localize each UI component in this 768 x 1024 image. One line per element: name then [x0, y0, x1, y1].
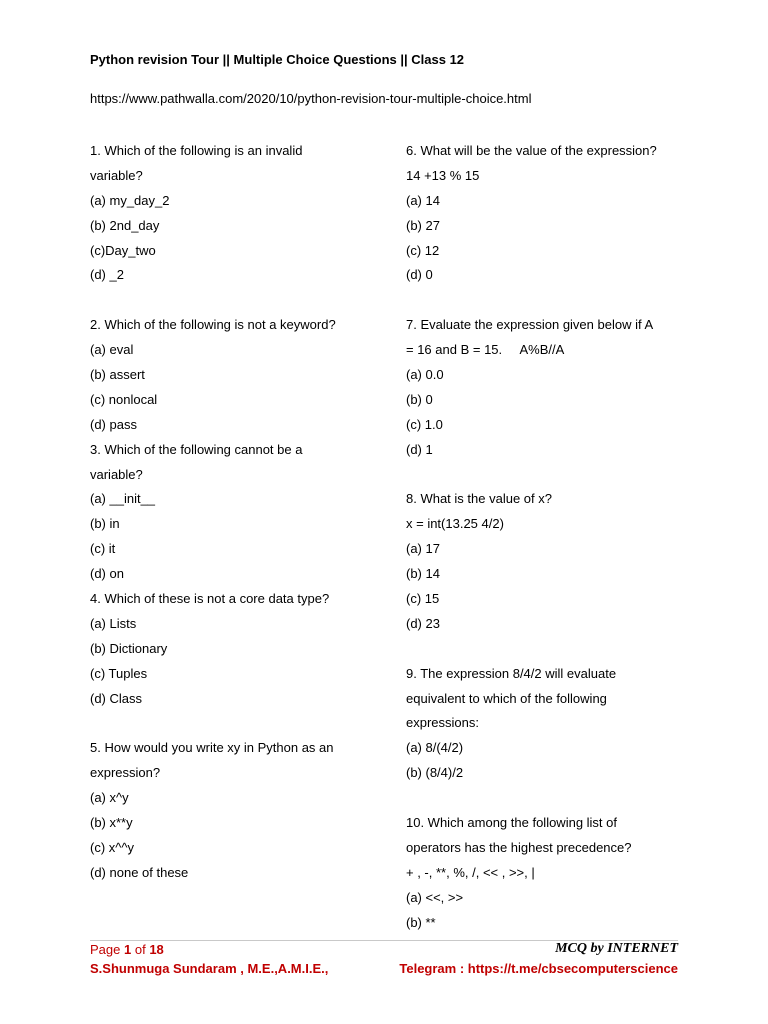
question-line: 4. Which of these is not a core data type? — [90, 591, 330, 607]
question-line: (c) 12 — [406, 242, 440, 258]
question-line: (d) 1 — [406, 441, 433, 457]
question-line: (c) 15 — [406, 591, 440, 607]
source-url[interactable]: https://www.pathwalla.com/2020/10/python-revision-tour-multiple-choice.html — [90, 91, 532, 106]
author-credit: S.Shunmuga Sundaram , M.E.,A.M.I.E., — [90, 961, 329, 976]
page-current: 1 — [124, 942, 132, 957]
question-line: (c) 1.0 — [406, 416, 443, 432]
question-line: (b) 27 — [406, 217, 440, 233]
question-line: (d) _2 — [90, 267, 124, 283]
question-line: 10. Which among the following list of — [406, 815, 617, 831]
page-total: 18 — [149, 942, 164, 957]
question-line: 3. Which of the following cannot be a — [90, 441, 303, 457]
question-line: (b) Dictionary — [90, 640, 168, 656]
question-line: (a) __init__ — [90, 491, 156, 507]
question-line: 14 +13 % 15 — [406, 167, 480, 183]
question-line: variable? — [90, 167, 143, 183]
question-line: expression? — [90, 765, 161, 781]
telegram-link[interactable]: Telegram : https://t.me/cbsecomputerscience — [399, 961, 678, 976]
question-line: 6. What will be the value of the expression? — [406, 143, 657, 158]
question-line: (a) Lists — [90, 615, 137, 631]
question-line: (b) in — [90, 516, 120, 532]
question-line: (a) 0.0 — [406, 367, 444, 383]
question-line: + , -, **, %, /, << , >>, | — [406, 864, 535, 880]
question-line: (b) assert — [90, 367, 145, 383]
question-line: 5. How would you write xy in Python as an — [90, 740, 334, 756]
question-line — [406, 639, 696, 664]
right-question-column — [406, 141, 696, 938]
question-line — [90, 713, 390, 738]
question-line: (c)Day_two — [90, 242, 156, 258]
document-title: Python revision Tour || Multiple Choice Questions || Class 12 — [90, 52, 465, 67]
question-line: (b) 2nd_day — [90, 217, 160, 233]
question-line — [90, 290, 390, 315]
question-line: (c) it — [90, 541, 116, 557]
question-line — [406, 290, 696, 315]
question-line: (a) <<, >> — [406, 889, 464, 905]
question-line: (b) (8/4)/2 — [406, 765, 464, 781]
question-line: x = int(13.25 4/2) — [406, 516, 504, 532]
question-line: 9. The expression 8/4/2 will evaluate — [406, 665, 617, 681]
question-line: expressions: — [406, 715, 479, 731]
question-line: (d) Class — [90, 690, 143, 706]
question-line: (d) 0 — [406, 267, 433, 283]
question-line: (b) x**y — [90, 815, 133, 831]
mcq-credit: MCQ by INTERNET — [555, 941, 678, 956]
question-line: (d) pass — [90, 416, 137, 432]
question-line: operators has the highest precedence? — [406, 839, 632, 855]
question-line: (a) my_day_2 — [90, 192, 170, 208]
page-number — [90, 942, 164, 957]
question-line: = 16 and B = 15. A%B//A — [406, 342, 565, 358]
question-line: (d) none of these — [90, 864, 189, 880]
question-line: 8. What is the value of x? — [406, 491, 552, 507]
question-line: (a) eval — [90, 342, 134, 358]
question-line — [406, 788, 696, 813]
page-of: of — [134, 942, 146, 957]
question-line: equivalent to which of the following — [406, 690, 607, 706]
question-line: variable? — [90, 466, 143, 482]
question-line: (b) 0 — [406, 391, 433, 407]
question-line: 2. Which of the following is not a keyword? — [90, 317, 336, 333]
question-line: (c) Tuples — [90, 665, 148, 681]
question-line: (b) 14 — [406, 566, 440, 582]
question-line: (d) 23 — [406, 615, 440, 631]
question-line: (c) x^^y — [90, 839, 134, 855]
left-question-column — [90, 141, 390, 888]
question-line: (a) 14 — [406, 192, 440, 208]
question-line: 7. Evaluate the expression given below if A — [406, 317, 654, 333]
question-line — [406, 465, 696, 490]
question-line: 1. Which of the following is an invalid — [90, 143, 303, 158]
question-line: (a) 8/(4/2) — [406, 740, 464, 756]
question-line: (a) x^y — [90, 790, 129, 806]
question-line: (d) on — [90, 566, 124, 582]
question-line: (c) nonlocal — [90, 391, 158, 407]
question-line: (b) ** — [406, 914, 436, 930]
question-line: (a) 17 — [406, 541, 440, 557]
page-label: Page — [90, 942, 121, 957]
